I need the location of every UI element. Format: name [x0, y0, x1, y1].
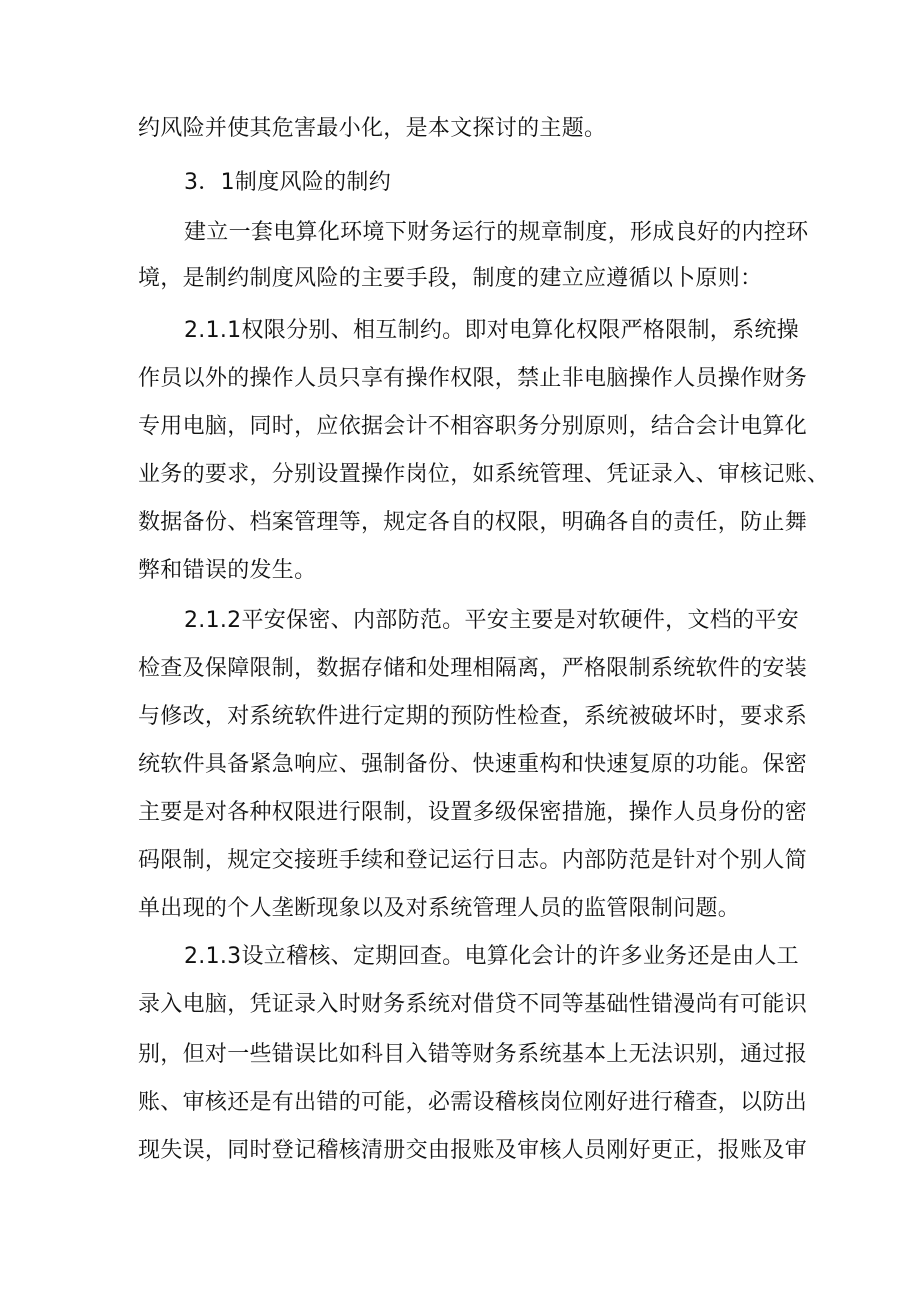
text-line: 账、审核还是有出错的可能，必需设稽核岗位刚好进行稽查，以防出	[138, 1090, 808, 1115]
text-line: 约风险并使其危害最小化，是本文探讨的主题。	[138, 116, 607, 141]
text-line: 录入电脑，凭证录入时财务系统对借贷不同等基础性错漫尚有可能识	[138, 992, 808, 1017]
text-line: 与修改，对系统软件进行定期的预防性检查，系统被破坏时，要求系	[138, 704, 808, 729]
text-line: 别，但对一些错误比如科目入错等财务系统基本上无法识别，通过报	[138, 1042, 808, 1067]
text-line: 单出现的个人垄断现象以及对系统管理人员的监管限制问题。	[138, 896, 741, 921]
text-line: 境，是制约制度风险的主要手段，制度的建立应遵循以卜原则：	[138, 266, 763, 291]
text-line: 数据备份、档案管理等，规定各自的权限，明确各自的责任，防止舞	[138, 510, 808, 535]
text-line: 2.1.3设立稽核、定期回查。电算化会计的许多业务还是由人工	[184, 944, 799, 969]
text-line: 2.1.2平安保密、内部防范。平安主要是对软硬件，文档的平安	[184, 608, 799, 633]
text-line: 统软件具备紧急响应、强制备份、快速重构和快速复原的功能。保密	[138, 752, 808, 777]
text-line: 作员以外的操作人员只享有操作权限，禁止非电脑操作人员操作财务	[138, 366, 808, 391]
text-line: 主要是对各种权限进行限制，设置多级保密措施，操作人员身份的密	[138, 800, 808, 825]
text-line: 2.1.1权限分别、相互制约。即对电算化权限严格限制，系统操	[184, 318, 799, 343]
text-line: 检查及保障限制，数据存储和处理相隔离，严格限制系统软件的安装	[138, 656, 808, 681]
text-line: 现失误，同时登记稽核清册交由报账及审核人员刚好更正，报账及审	[138, 1138, 808, 1163]
text-line: 建立一套电算化环境下财务运行的规章制度，形成良好的内控环	[184, 220, 809, 245]
text-line: 业务的要求，分别设置操作岗位，如系统管理、凭证录入、审核记账、	[138, 462, 830, 487]
text-line: 专用电脑，同时，应依据会计不相容职务分别原则，结合会计电算化	[138, 414, 808, 439]
text-line: 弊和错误的发生。	[138, 558, 317, 583]
section-heading: 3．1制度风险的制约	[184, 170, 391, 195]
text-line: 码限制，规定交接班手续和登记运行日志。内部防范是针对个别人简	[138, 848, 808, 873]
